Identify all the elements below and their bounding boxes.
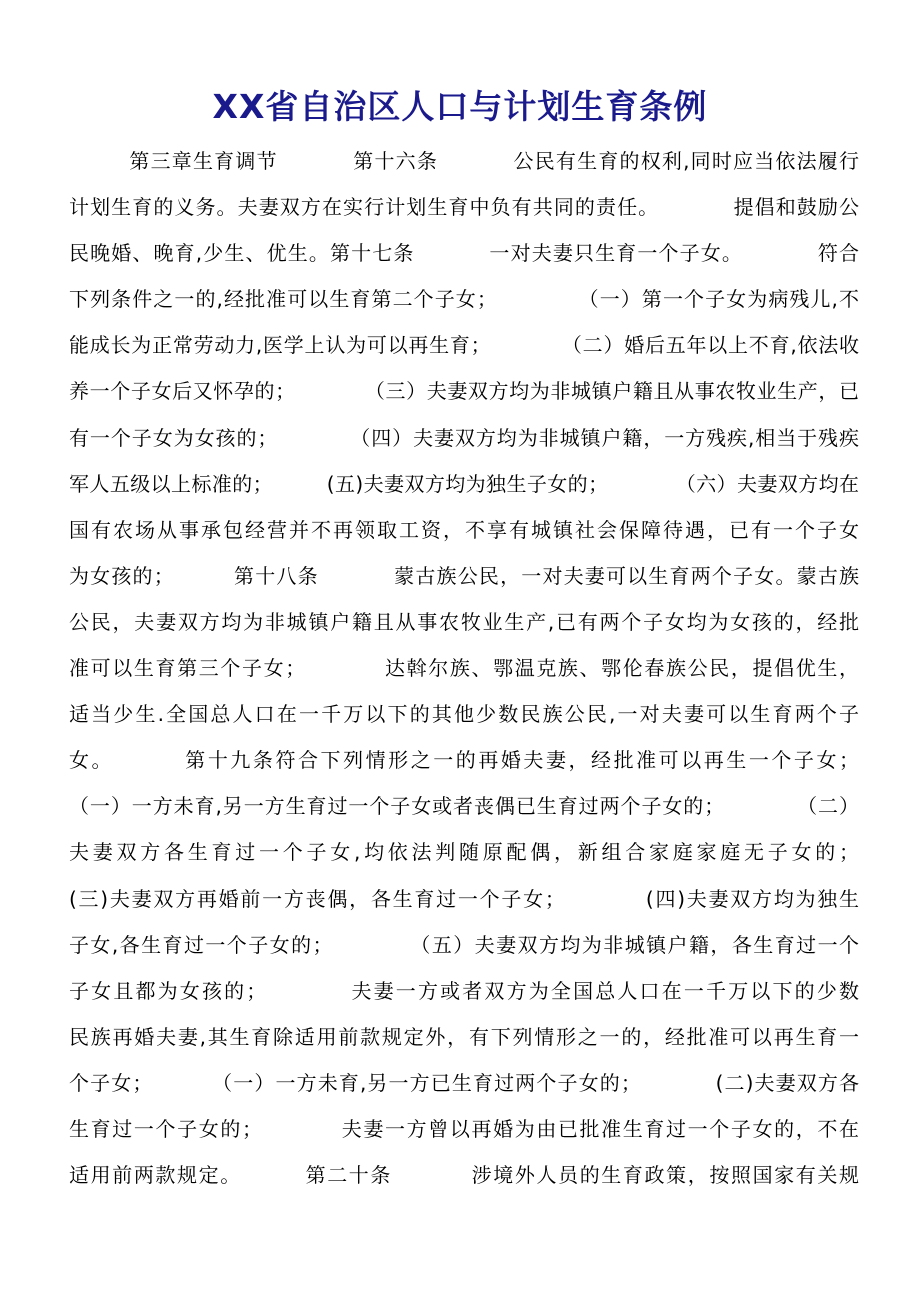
body-line: 适用前两款规定。 第二十条 涉境外人员的生育政策，按照国家有关规 [69,1163,859,1188]
body-line: 准可以生育第三个子女； 达斡尔族、鄂温克族、鄂伦春族公民，提倡优生， [69,656,859,681]
body-line: 军人五级以上标准的； (五)夫妻双方均为独生子女的； （六）夫妻双方均在 [69,471,859,496]
body-line: 民晚婚、晚育,少生、优生。第十七条 一对夫妻只生育一个子女。 符合 [69,241,859,266]
body-line: 生育过一个子女的； 夫妻一方曾以再婚为由已批准生育过一个子女的，不在 [69,1116,859,1141]
body-line: （一）一方未育,另一方生育过一个子女或者丧偶已生育过两个子女的； （二） [69,794,859,819]
body-line: 有一个子女为女孩的； （四）夫妻双方均为非城镇户籍，一方残疾,相当于残疾 [69,425,859,450]
body-line: 女。 第十九条符合下列情形之一的再婚夫妻，经批准可以再生一个子女； [69,748,859,773]
document-body [69,138,859,1198]
body-line: 计划生育的义务。夫妻双方在实行计划生育中负有共同的责任。 提倡和鼓励公 [69,195,859,220]
body-line: 子女,各生育过一个子女的； （五）夫妻双方均为非城镇户籍，各生育过一个 [69,932,859,957]
body-line: 下列条件之一的,经批准可以生育第二个子女； （一）第一个子女为病残儿,不 [69,287,859,312]
body-line: 为女孩的； 第十八条 蒙古族公民，一对夫妻可以生育两个子女。蒙古族 [69,563,859,588]
body-line: 适当少生.全国总人口在一千万以下的其他少数民族公民,一对夫妻可以生育两个子 [69,702,859,727]
body-line: (三)夫妻双方再婚前一方丧偶，各生育过一个子女； (四)夫妻双方均为独生 [69,886,859,911]
body-line: 民族再婚夫妻,其生育除适用前款规定外，有下列情形之一的，经批准可以再生育一 [69,1024,859,1049]
body-line: 个子女； （一）一方未育,另一方已生育过两个子女的； (二)夫妻双方各 [69,1070,859,1095]
body-line: 能成长为正常劳动力,医学上认为可以再生育； （二）婚后五年以上不育,依法收 [69,333,859,358]
body-line: 子女且都为女孩的； 夫妻一方或者双方为全国总人口在一千万以下的少数 [69,978,859,1003]
document-title: XX省自治区人口与计划生育条例 [212,87,708,126]
body-line: 国有农场从事承包经营并不再领取工资，不享有城镇社会保障待遇，已有一个子女 [69,517,859,542]
body-line: 养一个子女后又怀孕的； （三）夫妻双方均为非城镇户籍且从事农牧业生产，已 [69,379,859,404]
body-line: 第三章生育调节 第十六条 公民有生育的权利,同时应当依法履行 [69,149,859,173]
body-line: 公民，夫妻双方均为非城镇户籍且从事农牧业生产,已有两个子女均为女孩的，经批 [69,609,859,634]
body-line: 夫妻双方各生育过一个子女,均依法判随原配偶，新组合家庭家庭无子女的； [69,840,859,865]
